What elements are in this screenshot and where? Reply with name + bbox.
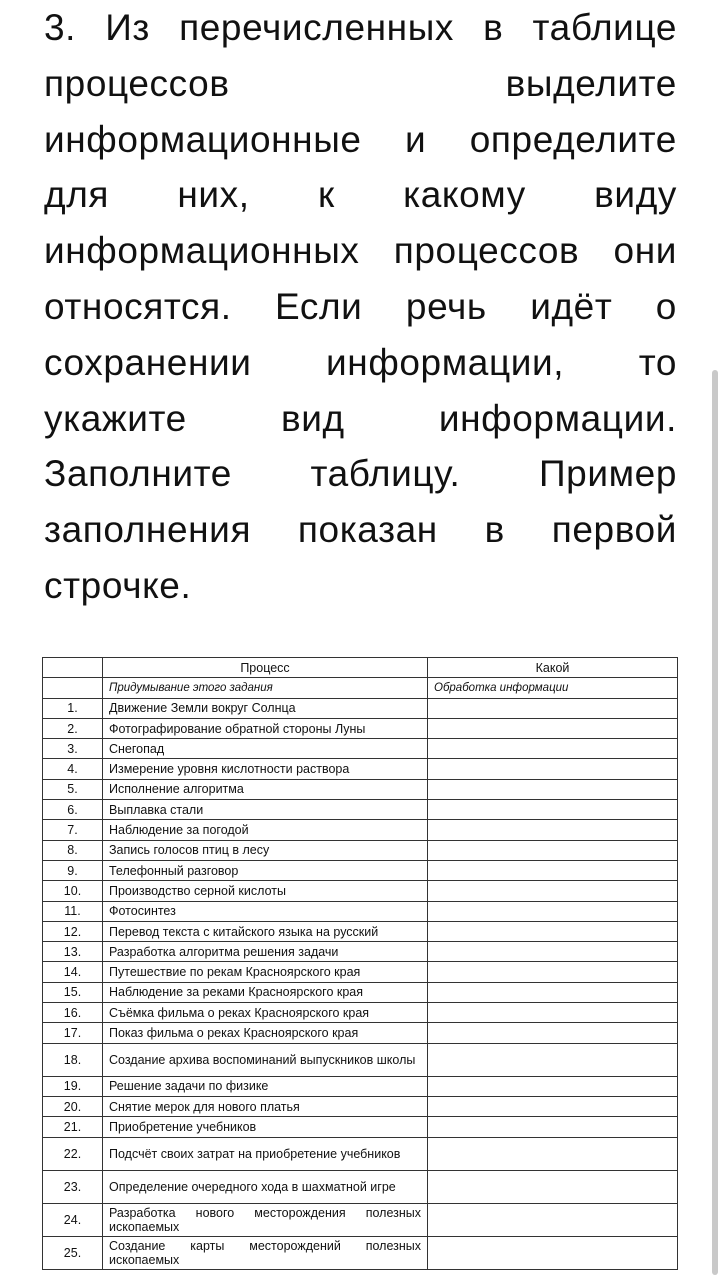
table-row (43, 881, 678, 901)
table-row (43, 1076, 678, 1096)
example-kind: Обработка информации (428, 678, 678, 698)
table-row (43, 1096, 678, 1116)
table-row (43, 982, 678, 1002)
table-row (43, 860, 678, 880)
row-process: Производство серной кислоты (103, 881, 428, 901)
row-number: 25. (43, 1236, 103, 1269)
row-number: 16. (43, 1003, 103, 1023)
row-number: 21. (43, 1117, 103, 1137)
row-kind-cell[interactable] (428, 1043, 678, 1076)
row-process: Определение очередного хода в шахматной игре (103, 1170, 428, 1203)
header-process: Процесс (103, 658, 428, 678)
row-number: 12. (43, 921, 103, 941)
row-number: 8. (43, 840, 103, 860)
row-number: 18. (43, 1043, 103, 1076)
table-row (43, 1170, 678, 1203)
row-kind-cell[interactable] (428, 1117, 678, 1137)
table-row (43, 779, 678, 799)
header-kind: Какой (428, 658, 678, 678)
row-number: 24. (43, 1203, 103, 1236)
row-number: 4. (43, 759, 103, 779)
table-row (43, 1203, 678, 1236)
row-process: Снятие мерок для нового платья (103, 1096, 428, 1116)
row-kind-cell[interactable] (428, 779, 678, 799)
row-process: Приобретение учебников (103, 1117, 428, 1137)
row-kind-cell[interactable] (428, 1203, 678, 1236)
table-row (43, 759, 678, 779)
row-process: Съёмка фильма о реках Красноярского края (103, 1003, 428, 1023)
row-kind-cell[interactable] (428, 860, 678, 880)
table-header-row (43, 658, 678, 678)
row-number: 20. (43, 1096, 103, 1116)
row-kind-cell[interactable] (428, 1170, 678, 1203)
row-kind-cell[interactable] (428, 1137, 678, 1170)
row-process: Наблюдение за погодой (103, 820, 428, 840)
row-process: Разработка алгоритма решения задачи (103, 942, 428, 962)
row-process: Создание архива воспоминаний выпускников школы (103, 1043, 428, 1076)
table-row (43, 1117, 678, 1137)
row-number: 10. (43, 881, 103, 901)
example-row (43, 678, 678, 698)
row-process: Подсчёт своих затрат на приобретение учебников (103, 1137, 428, 1170)
row-process: Решение задачи по физике (103, 1076, 428, 1096)
row-number: 9. (43, 860, 103, 880)
process-table (42, 657, 678, 1270)
row-kind-cell[interactable] (428, 942, 678, 962)
row-kind-cell[interactable] (428, 698, 678, 718)
row-process: Измерение уровня кислотности раствора (103, 759, 428, 779)
row-kind-cell[interactable] (428, 1003, 678, 1023)
row-kind-cell[interactable] (428, 1023, 678, 1043)
row-process: Запись голосов птиц в лесу (103, 840, 428, 860)
table-row (43, 1023, 678, 1043)
row-kind-cell[interactable] (428, 921, 678, 941)
row-kind-cell[interactable] (428, 820, 678, 840)
row-process: Путешествие по рекам Красноярского края (103, 962, 428, 982)
row-number: 19. (43, 1076, 103, 1096)
row-process: Исполнение алгоритма (103, 779, 428, 799)
row-process: Наблюдение за реками Красноярского края (103, 982, 428, 1002)
row-kind-cell[interactable] (428, 800, 678, 820)
row-number: 2. (43, 718, 103, 738)
example-process: Придумывание этого задания (103, 678, 428, 698)
row-process: Выплавка стали (103, 800, 428, 820)
row-process: Фотографирование обратной стороны Луны (103, 718, 428, 738)
table-row (43, 1003, 678, 1023)
table-row (43, 942, 678, 962)
row-kind-cell[interactable] (428, 1096, 678, 1116)
row-number: 22. (43, 1137, 103, 1170)
row-number: 11. (43, 901, 103, 921)
task-text: 3. Из перечисленных в таблице процессов выделите информационные и определите для них, к какому виду информационных процессов они относятся. Если речь идёт о сохранении информации, то укажите вид информации. Заполните таблицу. Пример заполнения показан в первой строчке. (44, 7, 677, 606)
row-number: 13. (43, 942, 103, 962)
row-number: 7. (43, 820, 103, 840)
row-kind-cell[interactable] (428, 881, 678, 901)
table-row (43, 1043, 678, 1076)
row-kind-cell[interactable] (428, 901, 678, 921)
row-number: 1. (43, 698, 103, 718)
row-process: Снегопад (103, 739, 428, 759)
row-process: Разработка нового месторождения полезных ископаемых (103, 1203, 428, 1236)
example-num (43, 678, 103, 698)
row-kind-cell[interactable] (428, 1076, 678, 1096)
row-number: 5. (43, 779, 103, 799)
row-kind-cell[interactable] (428, 718, 678, 738)
table-row (43, 739, 678, 759)
table-row (43, 901, 678, 921)
row-process: Телефонный разговор (103, 860, 428, 880)
row-number: 23. (43, 1170, 103, 1203)
row-number: 14. (43, 962, 103, 982)
header-num (43, 658, 103, 678)
row-number: 17. (43, 1023, 103, 1043)
row-kind-cell[interactable] (428, 962, 678, 982)
table-row (43, 698, 678, 718)
table-row (43, 1236, 678, 1269)
table-row (43, 921, 678, 941)
row-kind-cell[interactable] (428, 759, 678, 779)
row-number: 6. (43, 800, 103, 820)
table-row (43, 820, 678, 840)
row-process: Движение Земли вокруг Солнца (103, 698, 428, 718)
row-process: Перевод текста с китайского языка на русский (103, 921, 428, 941)
table-row (43, 800, 678, 820)
row-process: Показ фильма о реках Красноярского края (103, 1023, 428, 1043)
row-kind-cell[interactable] (428, 739, 678, 759)
row-process: Создание карты месторождений полезных ископаемых (103, 1236, 428, 1269)
row-number: 15. (43, 982, 103, 1002)
row-kind-cell[interactable] (428, 1236, 678, 1269)
scrollbar[interactable] (712, 370, 718, 1275)
row-kind-cell[interactable] (428, 840, 678, 860)
row-number: 3. (43, 739, 103, 759)
table-row (43, 1137, 678, 1170)
row-kind-cell[interactable] (428, 982, 678, 1002)
row-process: Фотосинтез (103, 901, 428, 921)
table-row (43, 962, 678, 982)
table-row (43, 718, 678, 738)
table-row (43, 840, 678, 860)
